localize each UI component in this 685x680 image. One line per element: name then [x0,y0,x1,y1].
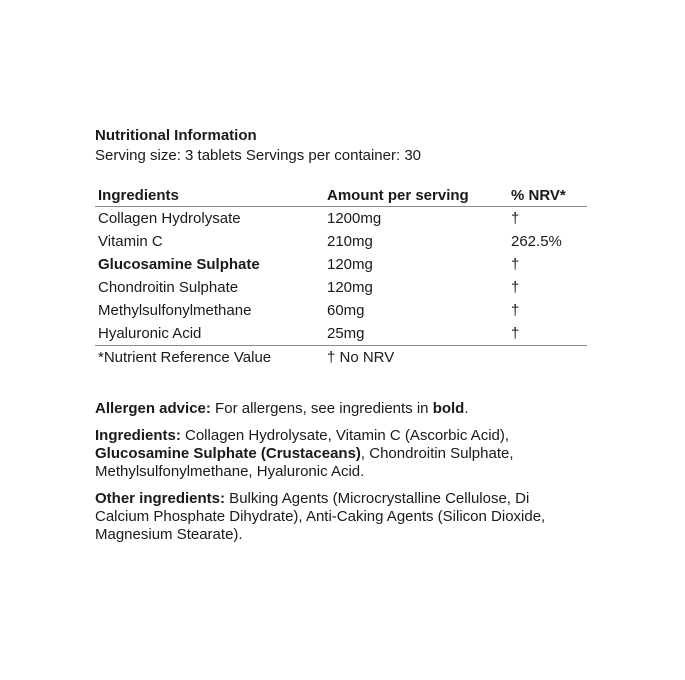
allergen-bold-word: bold [432,400,465,417]
ingredient-amount: 25mg [327,325,365,342]
table-row [95,276,587,299]
table-row [95,322,587,346]
ingredient-name: Vitamin C [98,233,163,250]
ingredient-nrv: † [511,302,520,319]
header-amount: Amount per serving [327,186,469,204]
ingredient-amount: 120mg [327,279,373,296]
header-nrv: % NRV* [511,186,566,204]
ingredient-nrv: † [511,210,520,227]
ingredients-text-2: , Chondroitin Sulphate, Methylsulfonylmethane, Hyaluronic Acid. [95,445,514,480]
nutrition-table [95,185,587,369]
allergen-advice [95,400,565,418]
nutrition-panel [95,127,595,544]
ingredient-nrv: † [511,279,520,296]
ingredient-amount: 210mg [327,233,373,250]
table-row [95,230,587,253]
ingredients-text-1: Collagen Hydrolysate, Vitamin C (Ascorbic Acid), [180,427,510,444]
other-ingredients [95,490,565,544]
ingredients-allergen: Glucosamine Sulphate (Crustaceans) [95,445,361,462]
table-row [95,299,587,322]
ingredient-name: Chondroitin Sulphate [98,279,239,296]
allergen-label: Allergen advice: [95,400,211,417]
other-ingredients-label: Other ingredients: [95,490,226,507]
other-ingredients-text: Bulking Agents (Microcrystalline Cellulose, Di Calcium Phosphate Dihydrate), Anti-Caking Agents (Silicon Dioxide, Magnesium Stearate). [95,490,546,543]
allergen-end: . [464,400,469,417]
ingredient-name: Methylsulfonylmethane [98,302,252,319]
table-footnote-row [95,346,587,370]
ingredient-nrv: † [511,256,520,273]
table-row [95,207,587,231]
ingredients-label: Ingredients: [95,427,181,444]
ingredient-name: Hyaluronic Acid [98,325,202,342]
panel-title: Nutritional Information [95,127,257,144]
table-header-row [95,185,587,207]
ingredient-amount: 1200mg [327,210,382,227]
ingredient-amount: 120mg [327,256,373,273]
serving-info: Serving size: 3 tablets Servings per container: 30 [95,147,422,164]
allergen-text: For allergens, see ingredients in [210,400,433,417]
header-ingredients: Ingredients [98,186,179,204]
ingredient-amount: 60mg [327,302,365,319]
ingredient-nrv: † [511,325,520,342]
footnote-nrv: *Nutrient Reference Value [98,349,272,366]
ingredient-name: Collagen Hydrolysate [98,210,241,227]
table-row [95,253,587,276]
ingredient-nrv: 262.5% [511,233,562,250]
footnote-dagger: † No NRV [327,349,395,366]
ingredients-list [95,427,565,481]
ingredient-name: Glucosamine Sulphate [98,256,260,273]
